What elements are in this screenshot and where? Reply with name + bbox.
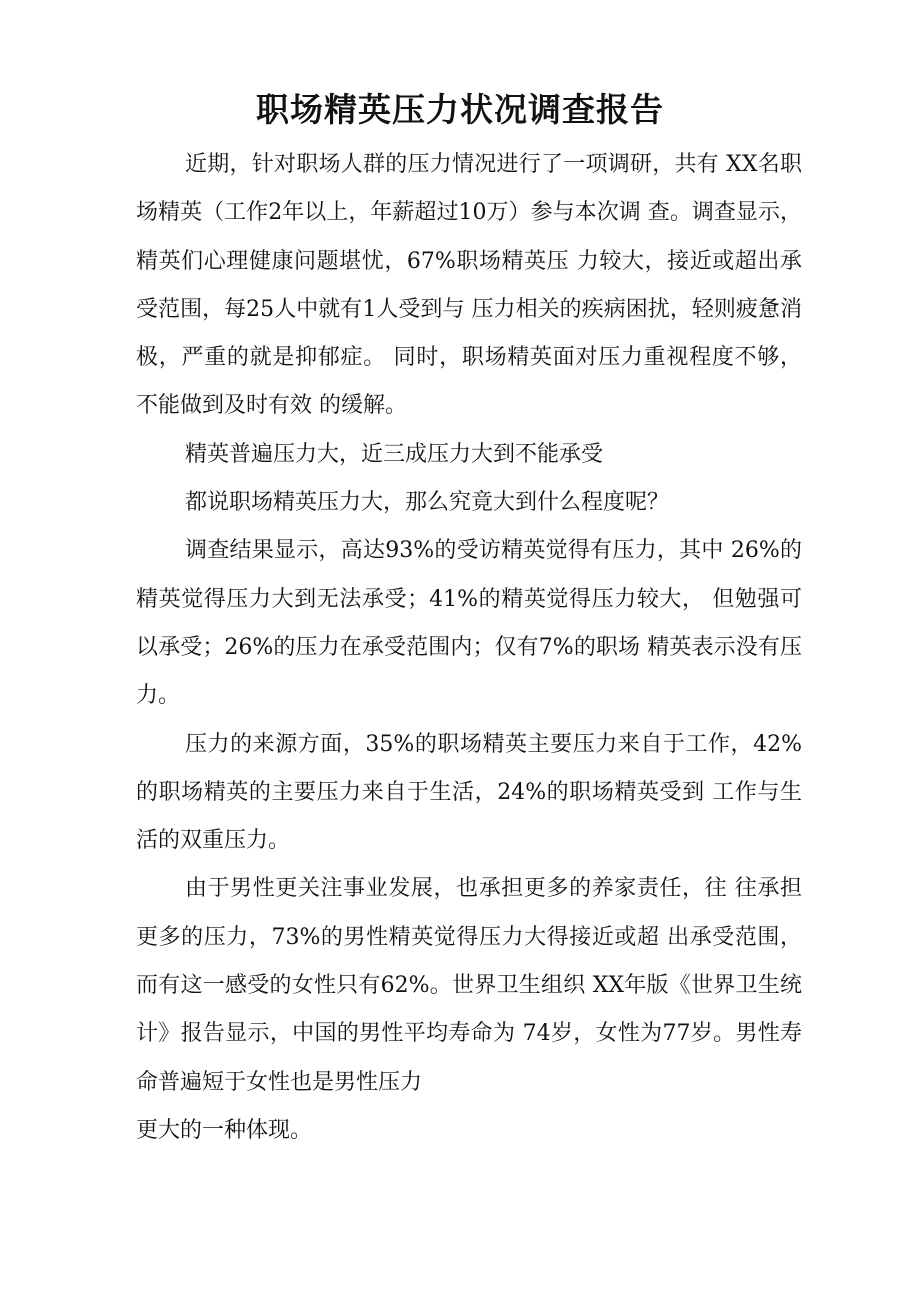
- paragraph-gender-difference: 由于男性更关注事业发展，也承担更多的养家责任，往 往承担更多的压力，73%的男性精英觉得压力大得接近或超 出承受范围，而有这一感受的女性只有62%。世界卫生组织 XX年版《世界卫生统计》报告显示，中国的男性平均寿命为 74岁，女性为77岁。男性寿命普遍短于女性也是男性压力: [136, 876, 802, 1095]
- paragraph-subheading: 精英普遍压力大，近三成压力大到不能承受: [185, 441, 604, 467]
- paragraph-survey-results: 调查结果显示，高达93%的受访精英觉得有压力，其中 26%的精英觉得压力大到无法承受；41%的精英觉得压力较大， 但勉强可以承受；26%的压力在承受范围内；仅有7%的职场 精英表示没有压力。: [136, 538, 802, 709]
- document-title: 职场精英压力状况调查报告: [256, 90, 664, 129]
- document-body: [136, 141, 802, 1155]
- paragraph-pressure-sources: 压力的来源方面，35%的职场精英主要压力来自于工作，42%的职场精英的主要压力来自于生活，24%的职场精英受到 工作与生活的双重压力。: [136, 731, 802, 854]
- paragraph-intro: 近期，针对职场人群的压力情况进行了一项调研，共有 XX名职场精英（工作2年以上，年薪超过10万）参与本次调 查。调查显示，精英们心理健康问题堪忧，67%职场精英压 力较大，接近或超出承受范围，每25人中就有1人受到与 压力相关的疾病困扰，轻则疲惫消极，严重的就是抑郁症。 同时，职场精英面对压力重视程度不够，不能做到及时有效 的缓解。: [136, 152, 802, 419]
- paragraph-question: 都说职场精英压力大，那么究竟大到什么程度呢？: [185, 490, 670, 516]
- paragraph-conclusion: 更大的一种体现。: [136, 1117, 313, 1143]
